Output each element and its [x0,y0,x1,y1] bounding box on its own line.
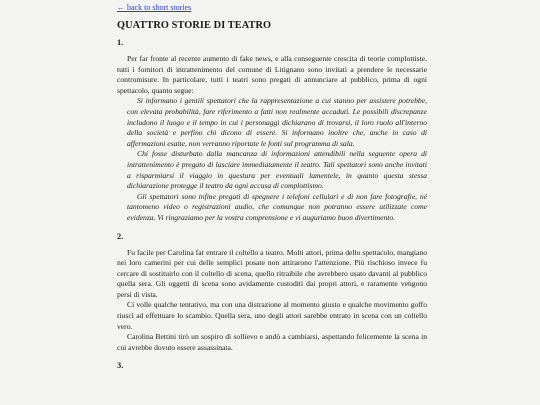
section-number: 2. [117,231,124,241]
quote-paragraph: Si informano i gentili spettatori che la rappresentazione a cui stanno per assistere potrebbe, con elevata probabilità, fare riferimento a fatti non realmente accaduti. Le possibili discrepanze includono il luogo e il tempo in cui i personaggi dichiarano di trovarsi, il loro ruolo all'interno della società e perfino chi dicono di essere. Si informano inoltre che, anche in caso di affermazioni esatte, non verranno riportate le fonti sul programma di sala. [127,96,427,148]
section-number: 1. [117,38,124,47]
story-paragraph: Fu facile per Carolina far entrare il coltello a teatro. Molti attori, prima dello spettacolo, mangiano nei loro camerini per cui delle semplici posate non attirarono l'attenzione. Più rischioso invece fu cercare di sostituirlo con il coltello di scena, quello ritraibile che avrebbero usato davanti al pubblico quella sera. Gli oggetti di scena sono avidamente custoditi dai propri attori, e raramente vengono persi di vista. [117,247,427,299]
story-paragraph: Ci volle qualche tentativo, ma con una distrazione al momento giusto e qualche movimento goffo riuscì ad effettuare lo scambio. Quella sera, uno degli attori sarebbe entrato in scena con un coltello vero. [117,300,427,331]
section-3 [117,361,427,371]
story-page [117,3,427,377]
section-1-intro-paragraph: Per far fronte al recente aumento di fake news, e alla conseguente crescita di teorie complottiste, tutti i fornitori di intrattenimento del comune di Litignano sono invitati a prendere le necessarie contromisure. In particolare, tutti i teatri sono pregati di annunciare al pubblico, prima di ogni spettacolo, quanto segue: [117,54,427,95]
quote-paragraph: Gli spettatori sono infine pregati di spegnere i telefoni cellulari e di non fare fotografie, né tantomeno video o registrazioni audio, che comunque non potranno essere utilizzate come evidenza. Vi ringraziamo per la vostra comprensione e vi auguriamo buon divertimento. [127,191,427,222]
section-2 [117,232,427,354]
section-1 [117,38,427,224]
section-number: 3. [117,361,124,371]
announcement-quote [127,96,427,223]
story-paragraph: Carolina Bettini tirò un sospiro di sollievo e andò a cambiarsi, aspettando felicemente la scena in cui avrebbe dovuto essere assassinata. [117,332,427,352]
back-to-short-stories-link[interactable]: ← back to short stories [117,3,192,12]
quote-paragraph: Chi fosse disturbato dalla mancanza di informazioni attendibili nella seguente opera di intrattenimento è pregato di lasciare immediatamente il teatro. Tali spettatori sono anche invitati a risparmiarsi il viaggio in questura per eventuali lamentele, in quanto questa stessa dichiarazione protegge il teatro da ogni accusa di complottismo. [127,149,427,191]
page-title: QUATTRO STORIE DI TEATRO [117,20,272,31]
